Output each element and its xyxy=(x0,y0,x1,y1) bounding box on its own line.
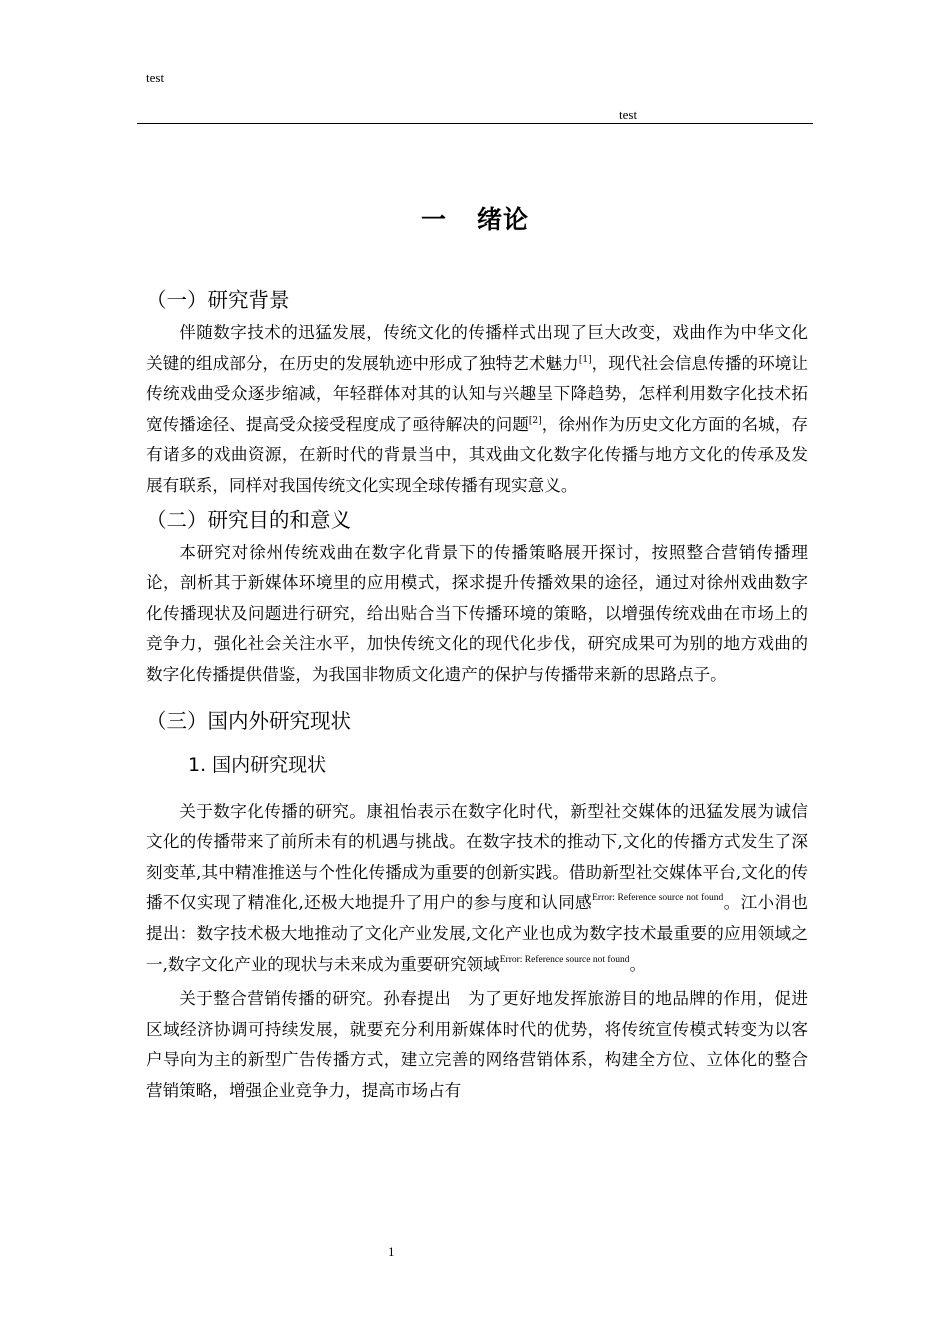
paragraph-text: 关于数字化传播的研究。康祖怡表示在数字化时代，新型社交媒体的迅猛发展为诚信文化的传播带来了前所未有的机遇与挑战。在数字技术的推动下,文化的传播方式发生了深刻变革,其中精准推送与个性化传播成为重要的创新实践。借助新型社交媒体平台,文化的传播不仅实现了精准化,还极大地提升了用户的参与度和认同感 xyxy=(146,801,808,913)
citation-ref: [1] xyxy=(578,354,592,365)
chapter-title-text: 绪论 xyxy=(477,205,530,234)
section-heading-purpose: （二）研究目的和意义 xyxy=(146,507,351,532)
chapter-title xyxy=(0,200,950,236)
body-content xyxy=(146,282,808,1106)
header-right-text: test xyxy=(619,107,638,122)
paragraph-text: 伴随数字技术的迅猛发展，传统文化的传播样式出现了巨大改变，戏曲作为中华文化关键的组成部分，在历史的发展轨迹中形成了独特艺术魅力 xyxy=(146,323,808,373)
page-number: 1 xyxy=(388,1244,395,1259)
paragraph-digital-communication xyxy=(146,797,808,981)
paragraph-text: 。 xyxy=(629,954,647,974)
header-rule xyxy=(137,123,813,124)
reference-error: Error: Reference source not found xyxy=(592,893,724,904)
citation-ref: [2] xyxy=(528,415,542,426)
paragraph-text: ，徐州作为历史文化方面的名城，存有诸多的戏曲资源，在新时代的背景当中，其戏曲文化数字化传播与地方文化的传承及发展有联系，同样对我国传统文化实现全球传播有现实意义。 xyxy=(146,414,808,495)
paragraph-purpose: 本研究对徐州传统戏曲在数字化背景下的传播策略展开探讨，按照整合营销传播理论，剖析其于新媒体环境里的应用模式，探求提升传播效果的途径，通过对徐州戏曲数字化传播现状及问题进行研究，给出贴合当下传播环境的策略，以增强传统戏曲在市场上的竞争力，强化社会关注水平，加快传统文化的现代化步伐，研究成果可为别的地方戏曲的数字化传播提供借鉴，为我国非物质文化遗产的保护与传播带来新的思路点子。 xyxy=(146,542,808,684)
chapter-number: 一 xyxy=(420,205,447,234)
subsection-heading-domestic: 1. 国内研究现状 xyxy=(188,753,327,776)
section-heading-research-status: （三）国内外研究现状 xyxy=(146,708,351,733)
paragraph-background xyxy=(146,318,808,502)
header-left-text: test xyxy=(146,70,165,85)
section-heading-background: （一）研究背景 xyxy=(146,288,290,312)
paragraph-text: 。江小涓也提出：数字技术极大地推动了文化产业发展,文化产业也成为数字技术最重要的应用领域之一,数字文化产业的现状与未来成为重要研究领域 xyxy=(146,893,808,974)
paragraph-text: ，现代社会信息传播的环境让传统戏曲受众逐步缩减，年轻群体对其的认知与兴趣呈下降趋势，怎样利用数字化技术拓宽传播途径、提高受众接受程度成了亟待解决的问题 xyxy=(146,353,809,434)
reference-error: Error: Reference source not found xyxy=(499,954,630,965)
paragraph-integrated-marketing: 关于整合营销传播的研究。孙春提出 为了更好地发挥旅游目的地品牌的作用，促进区域经济协调可持续发展，就要充分利用新媒体时代的优势，将传统宣传模式转变为以客户导向为主的新型广告传播方式，建立完善的网络营销体系，构建全方位、立体化的整合营销策略，增强企业竞争力，提高市场占有 xyxy=(146,989,808,1100)
